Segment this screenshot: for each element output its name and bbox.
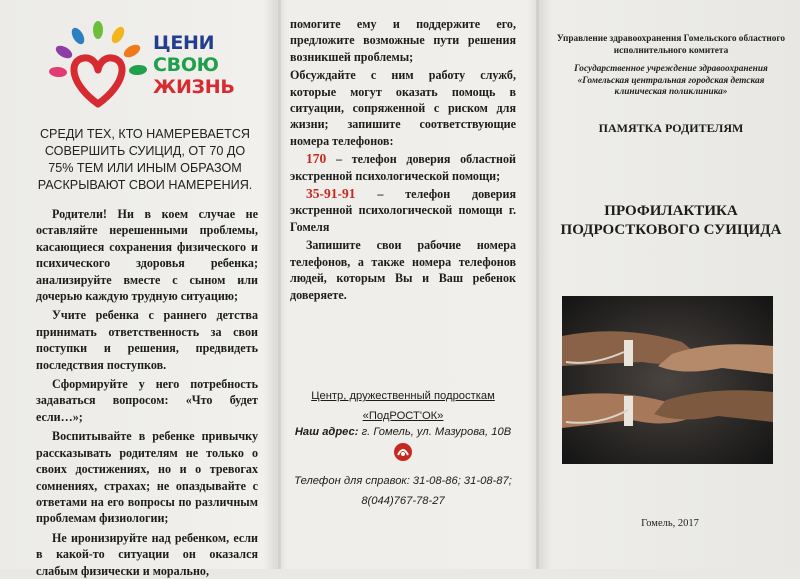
hotline-city-text: – телефон доверия экстренной психологической помощи г. Гомеля [290,187,516,234]
logo-line-2: СВОЮ [153,54,219,76]
org-clinic: Государственное учреждение здравоохранения «Гомельская центральная городская детская клиническая поликлиника» [574,64,768,97]
center-phones: Телефон для справок: 31-08-86; 31-08-87; [294,475,512,487]
org-authority: Управление здравоохранения Гомельского областного исполнительного комитета [556,34,786,56]
phones-section [290,16,516,303]
advice-paragraph: Не иронизируйте над ребенком, если в какой-то ситуации он оказался слабым физически и морально, [36,530,258,578]
support-paragraph: помогите ему и поддержите его, предложите возможные пути решения возникшей проблемы; [290,17,516,64]
advice-paragraph: Сформируйте у него потребность задаваться вопросом: «Что будет если…»; [36,377,258,424]
statistic-paragraph: СРЕДИ ТЕХ, КТО НАМЕРЕВАЕТСЯ СОВЕРШИТЬ СУИЦИД, ОТ 70 ДО 75% ТЕМ ИЛИ ИНЫМ ОБРАЗОМ РАСКРЫВАЮТ СВОИ НАМЕРЕНИЯ. [37,127,253,192]
middle-panel [282,0,536,569]
services-paragraph: Обсуждайте с ним работу служб, которые могут оказать помощь в ситуации, сопряженной с риском для жизни; запишите соответствующие номера телефонов: [290,68,516,148]
center-logo-icon [393,442,413,462]
left-panel [0,0,278,578]
fold-line [536,0,539,569]
address-label: Наш адрес: [294,426,359,438]
hotline-regional-text: – телефон доверия областной экстренной психологической помощи; [290,152,516,183]
hotline-regional [290,151,516,184]
hotline-city-number: 35-91-91 [306,186,356,202]
advice-list [36,206,258,579]
logo-wordmark [153,32,235,98]
cover-panel [540,0,800,569]
center-brand: «ПодРОСТ'ОК» [362,410,444,422]
center-name: Центр, дружественный подросткам [311,390,495,402]
fold-line [278,0,281,569]
city-year: Гомель, 2017 [641,518,699,529]
center-address [290,424,516,440]
hotline-city [290,186,516,235]
hands-illustration [562,296,773,464]
logo-line-3: ЖИЗНЬ [153,76,235,98]
center-contact [290,388,516,509]
brochure-title: ПРОФИЛАКТИКА ПОДРОСТКОВОГО СУИЦИДА [560,202,782,238]
hands-photo [562,296,773,464]
advice-paragraph: Воспитывайте в ребенке привычку рассказывать родителям не только о своих достижениях, но и о тревогах сомнениях, страхах; не опаздывайте с ответами на его вопросы по различным проблемам физиологии; [36,429,258,526]
write-down-paragraph: Запишите свои рабочие номера телефонов, а также номера телефонов людей, которым Вы и Ваш ребенок доверяете. [290,238,516,302]
heart-logo-icon [50,24,150,114]
logo [36,14,258,112]
address-text: г. Гомель, ул. Мазурова, 10В [358,426,512,438]
center-phone-extra: 8(044)767-78-27 [361,495,445,507]
memo-heading: ПАМЯТКА РОДИТЕЛЯМ [598,120,744,135]
advice-paragraph: Родители! Ни в коем случае не оставляйте нерешенными проблемы, касающиеся сохранения физического и психического здоровья ребенка; анализируйте вместе с сыном или дочерью каждую трудную ситуацию; [36,207,258,304]
logo-line-1: ЦЕНИ [153,32,215,54]
advice-paragraph: Учите ребенка с раннего детства принимать ответственность за свои поступки и решения, предвидеть последствия поступков. [36,308,258,372]
hotline-regional-number: 170 [306,151,327,167]
